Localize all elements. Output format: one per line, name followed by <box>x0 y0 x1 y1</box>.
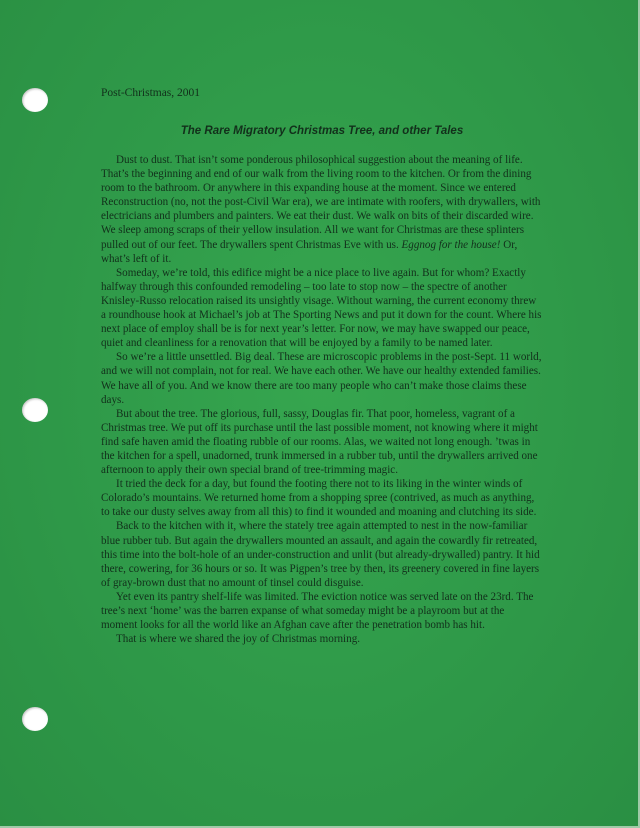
dateline: Post-Christmas, 2001 <box>101 87 201 99</box>
paragraph-1 <box>101 153 543 266</box>
paragraph-8: That is where we shared the joy of Christmas morning. <box>116 633 361 646</box>
paragraph-1-emphasis: Eggnog for the house! <box>401 238 501 251</box>
letter-body <box>101 153 543 646</box>
paragraph-4: But about the tree. The glorious, full, sassy, Douglas fir. That poor, homeless, vagrant of a Christmas tree. We put off its purchase until the last possible moment, not knowing where it might find safe haven amid the floating rubble of our rooms. Alas, we waited not long enough. ’twas in the kitchen for a spell, unadorned, trunk immersed in a rubber tub, until the drywallers arrived one afternoon to apply their own special brand of tree-trimming magic. <box>101 407 538 477</box>
letter-title: The Rare Migratory Christmas Tree, and other Tales <box>180 125 464 137</box>
paragraph-3: So we’re a little unsettled. Big deal. These are microscopic problems in the post-Sept. 11 world, and we will not complain, not for real. We have each other. We have our healthy extended families. We have all of you. And we know there are too many people who can’t make those claims these days. <box>101 351 542 406</box>
punch-hole <box>22 88 48 112</box>
paragraph-6: Back to the kitchen with it, where the stately tree again attempted to nest in the now-familiar blue rubber tub. But again the drywallers mounted an assault, and again the cowardly fir retreated, this time into the bolt-hole of an under-construction and unlit (but already-drywalled) pantry. It hid there, cowering, for 36 hours or so. It was Pigpen’s tree by then, its greenery covered in fine layers of gray-brown dust that no amount of tinsel could disguise. <box>101 520 540 589</box>
punch-hole <box>22 398 48 422</box>
paragraph-2: Someday, we’re told, this edifice might be a nice place to live again. But for whom? Exactly halfway through this confounded remodeling – too late to stop now – the spectre of another Knisley-Russo relocation raised its unsightly visage. Without warning, the current economy threw a roundhouse hook at Michael’s job at The Sporting News and put it down for the count. Where his next place of employ shall be is for next year’s letter. For now, we may have swapped our peace, quiet and cleanliness for a renovation that will be enjoyed by a family to be named later. <box>101 266 542 350</box>
paragraph-1-tail: Or, what’s left of it. <box>101 238 518 265</box>
paragraph-7: Yet even its pantry shelf-life was limited. The eviction notice was served late on the 23rd. The tree’s next ‘home’ was the barren expanse of what someday might be a playroom but at the moment looks for all the world like an Afghan cave after the penetration bomb has hit. <box>101 590 534 632</box>
paragraph-1-text: Dust to dust. That isn’t some ponderous philosophical suggestion about the meaning of life. That’s the beginning and end of our walk from the living room to the kitchen. Or from the dining room to the bathroom. Or anywhere in this expanding house at the moment. Since we entered Reconstruction (no, not the post-Civil War era), we are intimate with roofers, with drywallers, with electricians and plumbers and painters. We eat their dust. We walk on bits of their discarded wire. We sleep among scraps of their yellow insulation. All we want for Christmas are these splinters pulled out of our feet. The drywallers spent Christmas Eve with us. <box>101 154 541 251</box>
paragraph-5: It tried the deck for a day, but found the footing there not to its liking in the winter winds of Colorado’s mountains. We returned home from a shopping spree (contrived, as much as anything, to take our dusty selves away from all this) to find it wounded and moaning and clutching its side. <box>101 478 537 519</box>
punch-hole <box>22 707 48 731</box>
